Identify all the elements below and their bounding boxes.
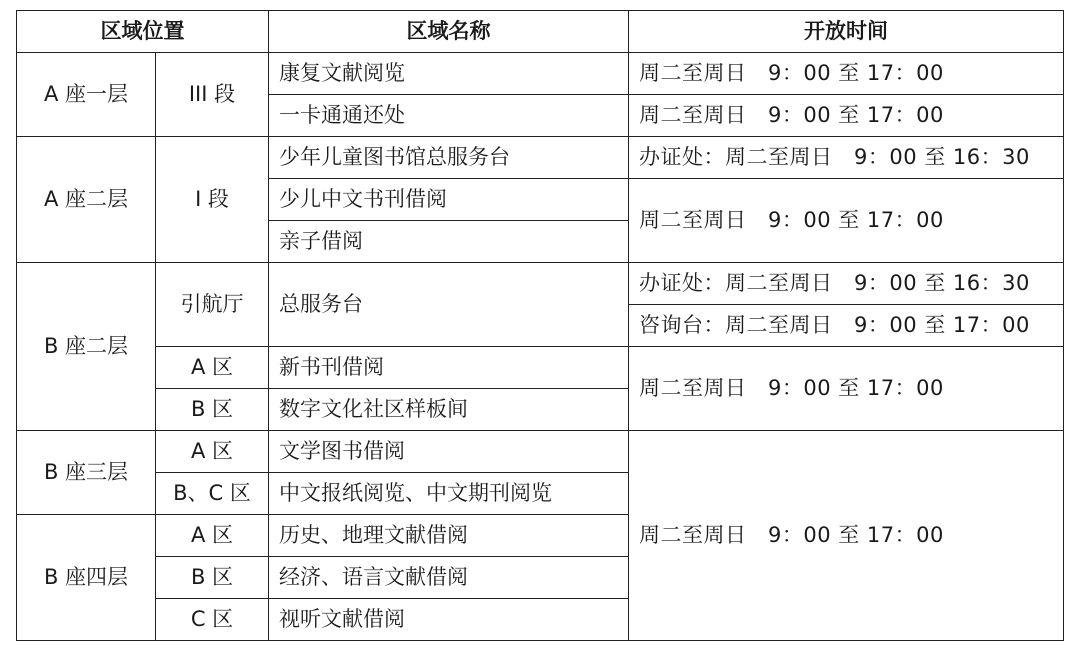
floor-cell: A 座二层	[17, 137, 156, 263]
area-name-cell: 总服务台	[269, 263, 629, 347]
area-name-cell: 文学图书借阅	[269, 431, 629, 473]
section-cell: A 区	[156, 347, 269, 389]
table-row	[17, 263, 1064, 305]
hours-cell: 周二至周日 9：00 至 17：00	[629, 347, 1064, 431]
area-name-cell: 视听文献借阅	[269, 599, 629, 641]
floor-cell: B 座四层	[17, 515, 156, 641]
section-cell: B 区	[156, 557, 269, 599]
area-name-cell: 中文报纸阅览、中文期刊阅览	[269, 473, 629, 515]
section-cell: A 区	[156, 431, 269, 473]
area-name-cell: 经济、语言文献借阅	[269, 557, 629, 599]
hours-cell: 咨询台：周二至周日 9：00 至 17：00	[629, 305, 1064, 347]
area-name-cell: 新书刊借阅	[269, 347, 629, 389]
header-opening-hours: 开放时间	[629, 11, 1064, 53]
section-cell: C 区	[156, 599, 269, 641]
header-area-name: 区域名称	[269, 11, 629, 53]
area-name-cell: 历史、地理文献借阅	[269, 515, 629, 557]
area-name-cell: 亲子借阅	[269, 221, 629, 263]
hours-cell: 办证处：周二至周日 9：00 至 16：30	[629, 263, 1064, 305]
area-name-cell: 一卡通通还处	[269, 95, 629, 137]
area-name-cell: 少年儿童图书馆总服务台	[269, 137, 629, 179]
table-row	[17, 137, 1064, 179]
hours-cell: 周二至周日 9：00 至 17：00	[629, 53, 1064, 95]
section-cell: B、C 区	[156, 473, 269, 515]
area-name-cell: 少儿中文书刊借阅	[269, 179, 629, 221]
hours-cell: 办证处：周二至周日 9：00 至 16：30	[629, 137, 1064, 179]
hours-cell: 周二至周日 9：00 至 17：00	[629, 95, 1064, 137]
table-row	[17, 347, 1064, 389]
area-name-cell: 数字文化社区样板间	[269, 389, 629, 431]
section-cell: III 段	[156, 53, 269, 137]
area-name-cell: 康复文献阅览	[269, 53, 629, 95]
hours-cell: 周二至周日 9：00 至 17：00	[629, 431, 1064, 641]
table-row	[17, 431, 1064, 473]
section-cell: B 区	[156, 389, 269, 431]
floor-cell: B 座三层	[17, 431, 156, 515]
section-cell: 引航厅	[156, 263, 269, 347]
section-cell: A 区	[156, 515, 269, 557]
hours-cell: 周二至周日 9：00 至 17：00	[629, 179, 1064, 263]
opening-hours-table	[16, 10, 1064, 641]
section-cell: I 段	[156, 137, 269, 263]
header-row	[17, 11, 1064, 53]
table-row	[17, 53, 1064, 95]
floor-cell: B 座二层	[17, 263, 156, 431]
floor-cell: A 座一层	[17, 53, 156, 137]
header-location: 区域位置	[17, 11, 269, 53]
